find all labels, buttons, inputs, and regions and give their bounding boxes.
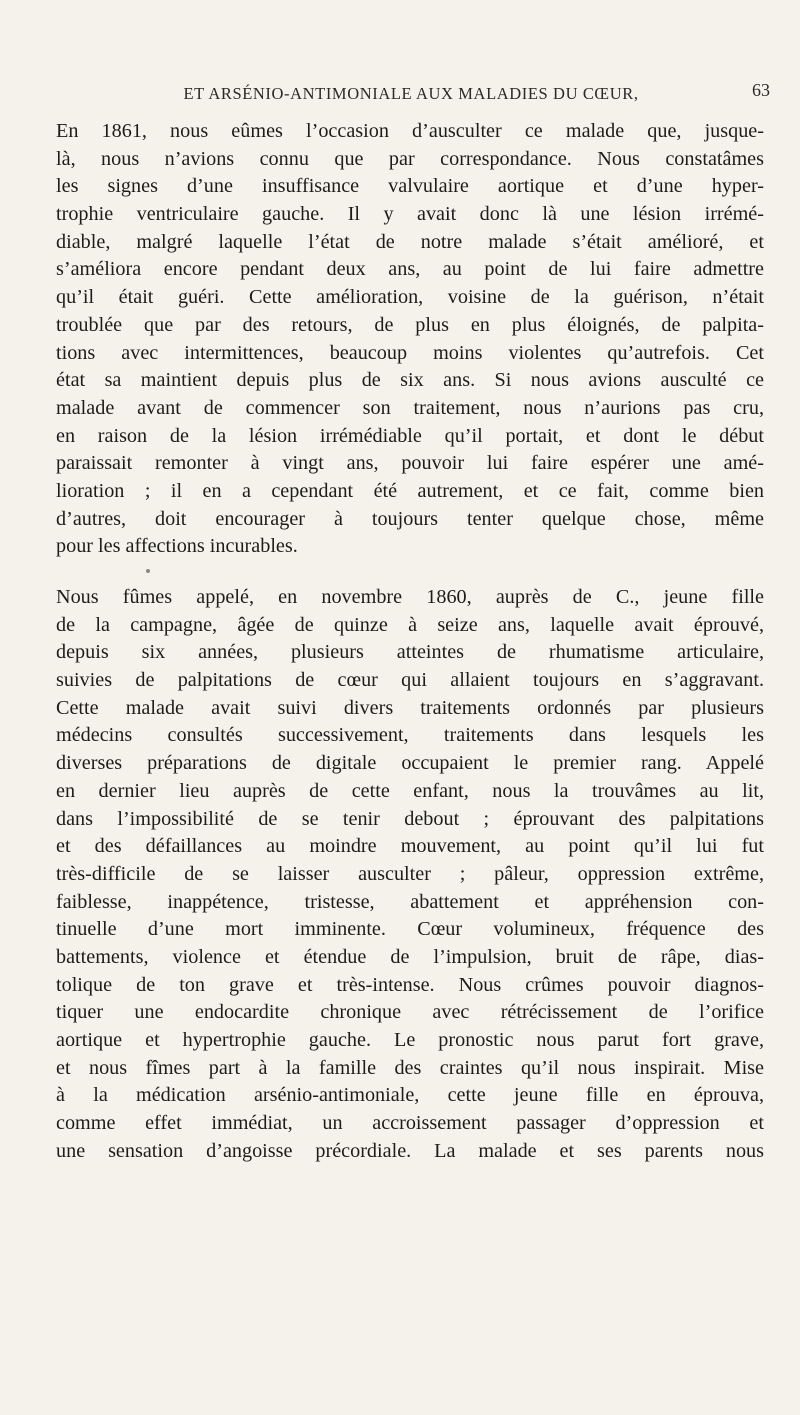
text-line: suivies de palpitations de cœur qui allaient toujours en s’aggravant. [56,669,764,692]
text-line: les signes d’une insuffisance valvulaire aortique et d’une hyper- [56,175,764,198]
text-line: En 1861, nous eûmes l’occasion d’ausculter ce malade que, jusque- [56,120,764,142]
paragraph-1 [56,118,764,561]
text-line: Nous fûmes appelé, en novembre 1860, auprès de C., jeune fille [56,586,764,608]
running-head [52,80,770,114]
text-line: dans l’impossibilité de se tenir debout ; éprouvant des palpitations [56,807,764,830]
text-line: à la médication arsénio-antimoniale, cette jeune fille en éprouva, [56,1084,764,1107]
text-line: s’améliora encore pendant deux ans, au point de lui faire admettre [56,258,764,281]
text-line: diverses préparations de digitale occupaient le premier rang. Appelé [56,752,764,775]
text-line: trophie ventriculaire gauche. Il y avait donc là une lésion irrémé- [56,203,764,226]
text-line: état sa maintient depuis plus de six ans. Si nous avions ausculté ce [56,369,764,392]
text-line: paraissait remonter à vingt ans, pouvoir lui faire espérer une amé- [56,452,764,475]
stray-ink-dot [146,569,150,573]
text-line: lioration ; il en a cependant été autrement, et ce fait, comme bien [56,479,764,502]
text-line: tiquer une endocardite chronique avec rétrécissement de l’orifice [56,1001,764,1024]
text-line: d’autres, doit encourager à toujours tenter quelque chose, même [56,507,764,530]
text-line: tinuelle d’une mort imminente. Cœur volumineux, fréquence des [56,918,764,941]
text-line: Cette malade avait suivi divers traitements ordonnés par plusieurs [56,696,764,719]
text-line: en dernier lieu auprès de cette enfant, nous la trouvâmes au lit, [56,779,764,802]
body-text [56,118,764,1165]
text-line: faiblesse, inappétence, tristesse, abattement et appréhension con- [56,890,764,913]
text-line: aortique et hypertrophie gauche. Le pronostic nous parut fort grave, [56,1029,764,1051]
text-line: pour les affections incurables. [56,535,298,558]
text-line: en raison de la lésion irrémédiable qu’il portait, et dont le début [56,424,764,447]
paragraph-gap [56,561,764,584]
text-line: médecins consultés successivement, traitements dans lesquels les [56,724,764,747]
text-line: et nous fîmes part à la famille des craintes qu’il nous inspirait. Mise [56,1056,764,1079]
text-line: malade avant de commencer son traitement, nous n’aurions pas cru, [56,396,764,419]
text-line: très-difficile de se laisser ausculter ; pâleur, oppression extrême, [56,862,764,885]
text-line: diable, malgré laquelle l’état de notre malade s’était amélioré, et [56,230,764,253]
text-line: battements, violence et étendue de l’impulsion, bruit de râpe, dias- [56,945,764,968]
text-line: comme effet immédiat, un accroissement passager d’oppression et [56,1112,764,1135]
text-line: depuis six années, plusieurs atteintes de rhumatisme articulaire, [56,641,764,664]
text-line: qu’il était guéri. Cette amélioration, voisine de la guérison, n’était [56,286,764,309]
text-line: tions avec intermittences, beaucoup moins violentes qu’autrefois. Cet [56,341,764,364]
text-line: là, nous n’avions connu que par correspondance. Nous constatâmes [56,147,764,170]
text-line: troublée que par des retours, de plus en plus éloignés, de palpita- [56,313,764,336]
text-line: de la campagne, âgée de quinze à seize ans, laquelle avait éprouvé, [56,613,764,636]
text-line: tolique de ton grave et très-intense. Nous crûmes pouvoir diagnos- [56,973,764,996]
text-line: une sensation d’angoisse précordiale. La malade et ses parents nous [56,1139,764,1162]
paragraph-2 [56,584,764,1165]
page-number: 63 [752,80,770,100]
running-title: ET ARSÉNIO-ANTIMONIALE AUX MALADIES DU CŒUR, [183,84,639,103]
text-line: et des défaillances au moindre mouvement, au point qu’il lui fut [56,835,764,858]
